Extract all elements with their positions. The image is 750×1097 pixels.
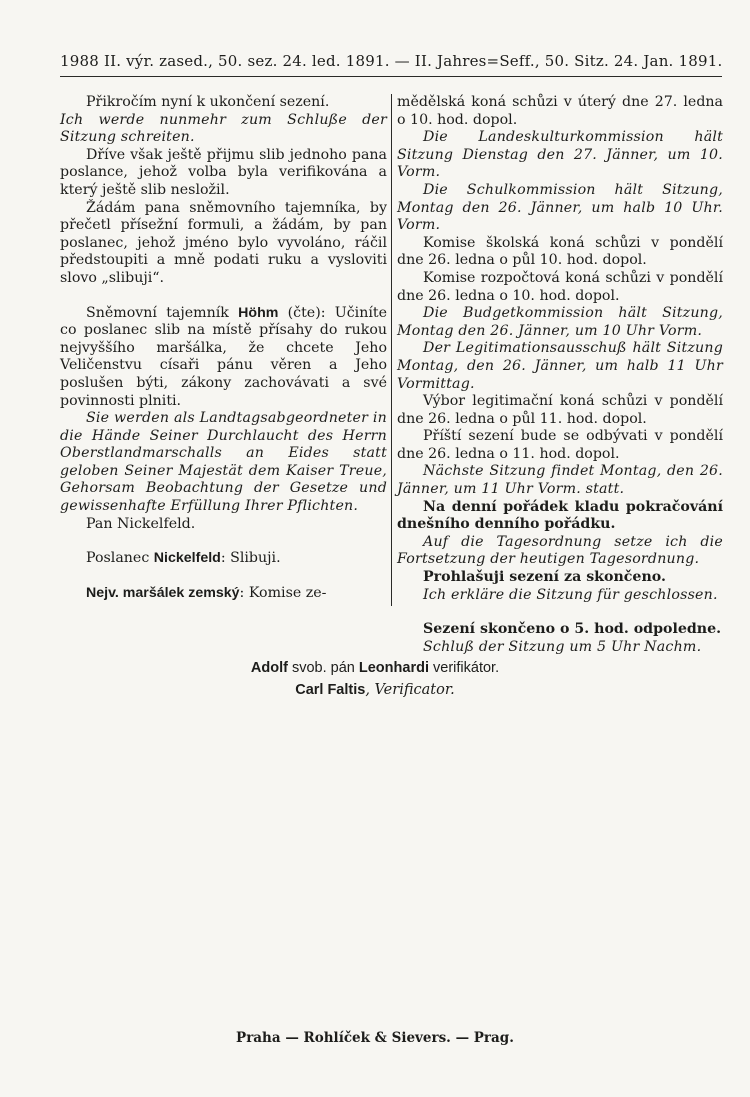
column-divider xyxy=(391,94,392,606)
signature-title: svob. pán xyxy=(291,660,355,676)
paragraph: Pan Nickelfeld. xyxy=(86,515,196,532)
paragraph-german: Ich erkläre die Sitzung für geschlossen. xyxy=(423,586,718,603)
page-footer: Praha — Rohlíček & Sievers. — Prag. xyxy=(236,1030,514,1046)
speaker-role: Poslanec xyxy=(86,550,150,567)
paragraph-german: Der Legitimationsausschuß hält Sitzung Montag, den 26. Jänner, um halb 11 Uhr Vormittag. xyxy=(397,340,723,392)
paragraph: Prohlašuji sezení za skončeno. xyxy=(423,569,666,586)
signature-role: , Verificator. xyxy=(365,682,455,698)
signature-surname: Leonhardi xyxy=(358,660,429,676)
speech-text: (čte): Učiníte co poslanec slib na místě přísahy do rukou nejvyššího maršálka, že chcete Jeho Veličenstvu císaři pánu věren a Jeho poslušen býti, zákony zachovávati a své povinnosti plniti. xyxy=(60,304,387,409)
signature-verifier-1 xyxy=(0,660,750,676)
signature-role: verifikátor. xyxy=(433,660,500,676)
paragraph: Žádám pana sněmovního tajemníka, by přečetl přísežní formuli, a žádám, by pan poslanec, jehož jméno bylo vyvoláno, ráčil předstoupiti a mně podati ruku a vysloviti slovo „slibuji“. xyxy=(60,199,387,286)
paragraph: Komise školská koná schůzi v pondělí dne 26. ledna o půl 10. hod. dopol. xyxy=(397,234,723,269)
paragraph-german: Die Landeskulturkommission hält Sitzung Dienstag den 27. Jänner, um 10. Vorm. xyxy=(397,129,723,181)
signature-verifier-2 xyxy=(0,682,750,698)
speech-text: : Komise ze- xyxy=(239,584,327,601)
speech-text: : Slibuji. xyxy=(220,550,281,567)
paragraph-secretary xyxy=(60,305,387,411)
signature-name: Carl Faltis xyxy=(295,682,366,698)
paragraph-german: Auf die Tagesordnung setze ich die Fortsetzung der heutigen Tagesordnung. xyxy=(397,533,723,568)
paragraph-german: Sie werden als Landtagsabgeordneter in die Hände Seiner Durchlaucht des Herrn Oberstlandmarschalls an Eides statt geloben Seiner Majestät dem Kaiser Treue, Gehorsam Beobachtung der Gesetze und gewissenhafte Erfüllung Ihrer Pflichten. xyxy=(60,410,387,515)
paragraph: Dříve však ještě přijmu slib jednoho pana poslance, jehož volba byla verifikována a který ještě slib nesložil. xyxy=(60,146,387,198)
paragraph-deputy xyxy=(60,550,387,568)
paragraph: Komise rozpočtová koná schůzi v pondělí dne 26. ledna o 10. hod. dopol. xyxy=(397,269,723,304)
paragraph-german: Nächste Sitzung findet Montag, den 26. Jänner, um 11 Uhr Vorm. statt. xyxy=(397,463,723,498)
paragraph-german: Die Schulkommission hält Sitzung, Montag den 26. Jänner, um halb 10 Uhr. Vorm. xyxy=(397,181,723,234)
speaker-role: Sněmovní tajemník xyxy=(86,304,229,321)
page-header: 1988 II. výr. zased., 50. sez. 24. led. 1891. — II. Jahres=Seff., 50. Sitz. 24. Jan. 1891. xyxy=(60,52,722,77)
speaker-name: Nickelfeld xyxy=(153,550,221,567)
right-column xyxy=(397,94,723,656)
paragraph-german: Die Budgetkommission hält Sitzung, Montag den 26. Jänner, um 10 Uhr Vorm. xyxy=(397,305,723,339)
speaker-name: Höhm xyxy=(238,304,279,321)
paragraph: Přikročím nyní k ukončení sezení. xyxy=(86,94,330,110)
paragraph: Příští sezení bude se odbývati v pondělí dne 26. ledna o 11. hod. dopol. xyxy=(397,428,723,462)
paragraph-marshal xyxy=(60,585,387,603)
paragraph: mědělská koná schůzi v úterý dne 27. ledna o 10. hod. dopol. xyxy=(397,94,723,128)
paragraph: Sezení skončeno o 5. hod. odpoledne. xyxy=(423,621,722,638)
speaker-name: Nejv. maršálek zemský xyxy=(86,584,240,601)
left-column xyxy=(60,94,387,602)
paragraph-german: Schluß der Sitzung um 5 Uhr Nachm. xyxy=(423,638,702,655)
paragraph-german: Ich werde nunmehr zum Schluße der Sitzung schreiten. xyxy=(60,111,387,146)
signature-first-name: Adolf xyxy=(250,660,288,676)
paragraph: Na denní pořádek kladu pokračování dnešního denního pořádku. xyxy=(397,498,723,533)
paragraph: Výbor legitimační koná schůzi v pondělí dne 26. ledna o půl 11. hod. dopol. xyxy=(397,393,723,427)
